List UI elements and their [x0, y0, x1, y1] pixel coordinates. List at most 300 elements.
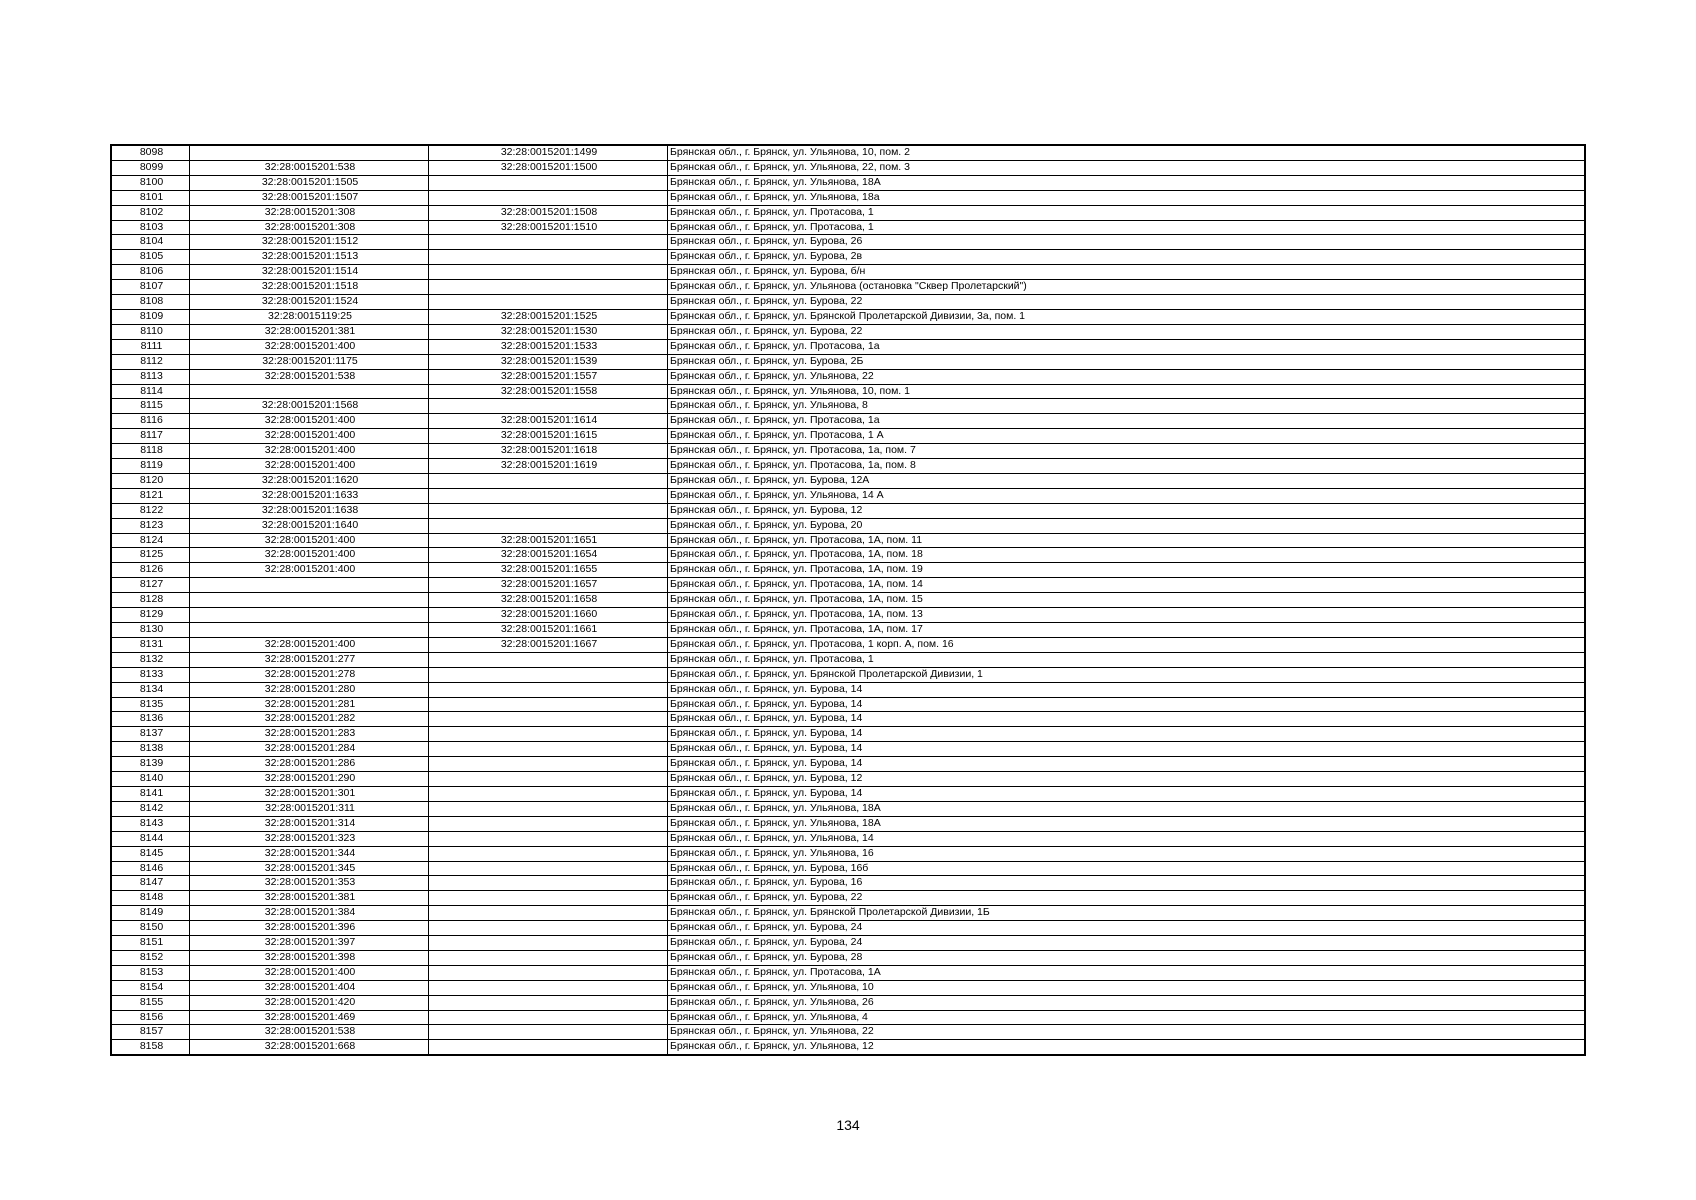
row-number-cell: 8158 — [111, 1040, 190, 1055]
parent-cadastral-number-cell: 32:28:0015201:381 — [190, 891, 429, 906]
row-number-cell: 8118 — [111, 444, 190, 459]
cadastral-number-cell — [429, 235, 668, 250]
cadastral-number-cell: 32:28:0015201:1500 — [429, 160, 668, 175]
row-number-cell: 8126 — [111, 563, 190, 578]
row-number-cell: 8137 — [111, 727, 190, 742]
parent-cadastral-number-cell: 32:28:0015201:323 — [190, 831, 429, 846]
cadastral-number-cell — [429, 757, 668, 772]
cadastral-number-cell — [429, 801, 668, 816]
address-cell: Брянская обл., г. Брянск, ул. Ульянова, 14 — [668, 831, 1586, 846]
row-number-cell: 8143 — [111, 816, 190, 831]
cadastral-number-cell — [429, 250, 668, 265]
address-cell: Брянская обл., г. Брянск, ул. Протасова, 1А, пом. 17 — [668, 623, 1586, 638]
cadastral-number-cell — [429, 980, 668, 995]
address-cell: Брянская обл., г. Брянск, ул. Бурова, 14 — [668, 697, 1586, 712]
parent-cadastral-number-cell: 32:28:0015201:353 — [190, 876, 429, 891]
row-number-cell: 8101 — [111, 190, 190, 205]
table-row — [111, 578, 1585, 593]
table-row — [111, 175, 1585, 190]
parent-cadastral-number-cell: 32:28:0015201:1507 — [190, 190, 429, 205]
row-number-cell: 8106 — [111, 265, 190, 280]
row-number-cell: 8123 — [111, 518, 190, 533]
address-cell: Брянская обл., г. Брянск, ул. Протасова, 1 — [668, 205, 1586, 220]
parent-cadastral-number-cell: 32:28:0015201:1620 — [190, 473, 429, 488]
table-row — [111, 936, 1585, 951]
row-number-cell: 8125 — [111, 548, 190, 563]
address-cell: Брянская обл., г. Брянск, ул. Бурова, 24 — [668, 936, 1586, 951]
cadastral-number-cell: 32:28:0015201:1525 — [429, 309, 668, 324]
table-row — [111, 876, 1585, 891]
row-number-cell: 8108 — [111, 295, 190, 310]
parent-cadastral-number-cell: 32:28:0015201:381 — [190, 324, 429, 339]
address-cell: Брянская обл., г. Брянск, ул. Бурова, 12 — [668, 503, 1586, 518]
parent-cadastral-number-cell: 32:28:0015201:668 — [190, 1040, 429, 1055]
cadastral-number-cell: 32:28:0015201:1557 — [429, 369, 668, 384]
row-number-cell: 8151 — [111, 936, 190, 951]
table-row — [111, 265, 1585, 280]
parent-cadastral-number-cell: 32:28:0015201:538 — [190, 369, 429, 384]
table-row — [111, 459, 1585, 474]
table-row — [111, 324, 1585, 339]
cadastral-number-cell: 32:28:0015201:1615 — [429, 429, 668, 444]
parent-cadastral-number-cell: 32:28:0015201:400 — [190, 965, 429, 980]
row-number-cell: 8112 — [111, 354, 190, 369]
parent-cadastral-number-cell — [190, 608, 429, 623]
row-number-cell: 8111 — [111, 339, 190, 354]
address-cell: Брянская обл., г. Брянск, ул. Ульянова, 26 — [668, 995, 1586, 1010]
parent-cadastral-number-cell: 32:28:0015201:538 — [190, 160, 429, 175]
cadastral-number-cell — [429, 816, 668, 831]
address-cell: Брянская обл., г. Брянск, ул. Протасова, 1 — [668, 652, 1586, 667]
table-row — [111, 160, 1585, 175]
address-cell: Брянская обл., г. Брянск, ул. Протасова, 1А, пом. 19 — [668, 563, 1586, 578]
table-row — [111, 399, 1585, 414]
table-row — [111, 1025, 1585, 1040]
parent-cadastral-number-cell: 32:28:0015201:1568 — [190, 399, 429, 414]
parent-cadastral-number-cell: 32:28:0015201:397 — [190, 936, 429, 951]
parent-cadastral-number-cell: 32:28:0015201:1638 — [190, 503, 429, 518]
cadastral-number-cell — [429, 295, 668, 310]
parent-cadastral-number-cell: 32:28:0015201:1518 — [190, 280, 429, 295]
table-row — [111, 533, 1585, 548]
address-cell: Брянская обл., г. Брянск, ул. Протасова, 1А, пом. 13 — [668, 608, 1586, 623]
table-row — [111, 369, 1585, 384]
parent-cadastral-number-cell: 32:28:0015201:1512 — [190, 235, 429, 250]
cadastral-number-cell — [429, 652, 668, 667]
cadastral-number-cell — [429, 906, 668, 921]
row-number-cell: 8121 — [111, 488, 190, 503]
registry-table-body — [111, 145, 1585, 1055]
parent-cadastral-number-cell: 32:28:0015201:400 — [190, 414, 429, 429]
table-row — [111, 637, 1585, 652]
cadastral-number-cell — [429, 950, 668, 965]
table-row — [111, 816, 1585, 831]
parent-cadastral-number-cell: 32:28:0015201:400 — [190, 533, 429, 548]
cadastral-number-cell — [429, 831, 668, 846]
address-cell: Брянская обл., г. Брянск, ул. Ульянова, 18а — [668, 190, 1586, 205]
cadastral-number-cell: 32:28:0015201:1651 — [429, 533, 668, 548]
address-cell: Брянская обл., г. Брянск, ул. Протасова, 1А, пом. 15 — [668, 593, 1586, 608]
table-row — [111, 921, 1585, 936]
table-row — [111, 995, 1585, 1010]
table-row — [111, 891, 1585, 906]
row-number-cell: 8155 — [111, 995, 190, 1010]
row-number-cell: 8119 — [111, 459, 190, 474]
parent-cadastral-number-cell: 32:28:0015201:311 — [190, 801, 429, 816]
cadastral-number-cell — [429, 846, 668, 861]
table-row — [111, 652, 1585, 667]
parent-cadastral-number-cell: 32:28:0015201:400 — [190, 429, 429, 444]
row-number-cell: 8157 — [111, 1025, 190, 1040]
address-cell: Брянская обл., г. Брянск, ул. Ульянова, 16 — [668, 846, 1586, 861]
cadastral-number-cell: 32:28:0015201:1658 — [429, 593, 668, 608]
table-row — [111, 697, 1585, 712]
parent-cadastral-number-cell: 32:28:0015201:538 — [190, 1025, 429, 1040]
cadastral-number-cell: 32:28:0015201:1660 — [429, 608, 668, 623]
table-row — [111, 473, 1585, 488]
parent-cadastral-number-cell — [190, 623, 429, 638]
parent-cadastral-number-cell: 32:28:0015201:308 — [190, 205, 429, 220]
row-number-cell: 8147 — [111, 876, 190, 891]
address-cell: Брянская обл., г. Брянск, ул. Ульянова, 18А — [668, 175, 1586, 190]
cadastral-number-cell: 32:28:0015201:1618 — [429, 444, 668, 459]
parent-cadastral-number-cell: 32:28:0015201:282 — [190, 712, 429, 727]
cadastral-number-cell — [429, 697, 668, 712]
row-number-cell: 8122 — [111, 503, 190, 518]
parent-cadastral-number-cell: 32:28:0015201:400 — [190, 444, 429, 459]
table-row — [111, 950, 1585, 965]
row-number-cell: 8098 — [111, 145, 190, 160]
cadastral-number-cell — [429, 518, 668, 533]
table-row — [111, 488, 1585, 503]
table-row — [111, 250, 1585, 265]
cadastral-number-cell — [429, 399, 668, 414]
parent-cadastral-number-cell: 32:28:0015201:281 — [190, 697, 429, 712]
row-number-cell: 8138 — [111, 742, 190, 757]
address-cell: Брянская обл., г. Брянск, ул. Протасова, 1а, пом. 7 — [668, 444, 1586, 459]
table-row — [111, 563, 1585, 578]
address-cell: Брянская обл., г. Брянск, ул. Ульянова, 10 — [668, 980, 1586, 995]
row-number-cell: 8128 — [111, 593, 190, 608]
cadastral-number-cell: 32:28:0015201:1661 — [429, 623, 668, 638]
parent-cadastral-number-cell: 32:28:0015201:400 — [190, 548, 429, 563]
table-row — [111, 503, 1585, 518]
cadastral-number-cell: 32:28:0015201:1614 — [429, 414, 668, 429]
parent-cadastral-number-cell — [190, 593, 429, 608]
row-number-cell: 8102 — [111, 205, 190, 220]
cadastral-number-cell — [429, 667, 668, 682]
parent-cadastral-number-cell: 32:28:0015201:404 — [190, 980, 429, 995]
address-cell: Брянская обл., г. Брянск, ул. Бурова, 14 — [668, 742, 1586, 757]
parent-cadastral-number-cell: 32:28:0015201:345 — [190, 861, 429, 876]
parent-cadastral-number-cell: 32:28:0015201:398 — [190, 950, 429, 965]
parent-cadastral-number-cell: 32:28:0015201:1514 — [190, 265, 429, 280]
address-cell: Брянская обл., г. Брянск, ул. Ульянова, 10, пом. 1 — [668, 384, 1586, 399]
cadastral-number-cell — [429, 742, 668, 757]
cadastral-number-cell — [429, 995, 668, 1010]
parent-cadastral-number-cell: 32:28:0015201:1633 — [190, 488, 429, 503]
address-cell: Брянская обл., г. Брянск, ул. Бурова, 22 — [668, 324, 1586, 339]
row-number-cell: 8156 — [111, 1010, 190, 1025]
row-number-cell: 8152 — [111, 950, 190, 965]
cadastral-number-cell: 32:28:0015201:1619 — [429, 459, 668, 474]
row-number-cell: 8141 — [111, 786, 190, 801]
row-number-cell: 8154 — [111, 980, 190, 995]
cadastral-number-cell — [429, 488, 668, 503]
cadastral-number-cell: 32:28:0015201:1655 — [429, 563, 668, 578]
registry-table-container — [110, 144, 1586, 1056]
parent-cadastral-number-cell — [190, 384, 429, 399]
address-cell: Брянская обл., г. Брянск, ул. Протасова, 1А, пом. 11 — [668, 533, 1586, 548]
address-cell: Брянская обл., г. Брянск, ул. Бурова, 2Б — [668, 354, 1586, 369]
address-cell: Брянская обл., г. Брянск, ул. Брянской Пролетарской Дивизии, 1 — [668, 667, 1586, 682]
address-cell: Брянская обл., г. Брянск, ул. Брянской Пролетарской Дивизии, 1Б — [668, 906, 1586, 921]
address-cell: Брянская обл., г. Брянск, ул. Ульянова, 22 — [668, 1025, 1586, 1040]
address-cell: Брянская обл., г. Брянск, ул. Бурова, 22 — [668, 295, 1586, 310]
table-row — [111, 593, 1585, 608]
table-row — [111, 354, 1585, 369]
row-number-cell: 8135 — [111, 697, 190, 712]
row-number-cell: 8133 — [111, 667, 190, 682]
address-cell: Брянская обл., г. Брянск, ул. Бурова, 16 — [668, 876, 1586, 891]
cadastral-number-cell — [429, 682, 668, 697]
row-number-cell: 8117 — [111, 429, 190, 444]
address-cell: Брянская обл., г. Брянск, ул. Протасова, 1 — [668, 220, 1586, 235]
address-cell: Брянская обл., г. Брянск, ул. Бурова, 14 — [668, 727, 1586, 742]
table-row — [111, 980, 1585, 995]
cadastral-number-cell — [429, 786, 668, 801]
table-row — [111, 861, 1585, 876]
cadastral-number-cell — [429, 921, 668, 936]
row-number-cell: 8124 — [111, 533, 190, 548]
table-row — [111, 339, 1585, 354]
cadastral-number-cell — [429, 936, 668, 951]
parent-cadastral-number-cell: 32:28:0015201:396 — [190, 921, 429, 936]
parent-cadastral-number-cell: 32:28:0015201:400 — [190, 563, 429, 578]
row-number-cell: 8134 — [111, 682, 190, 697]
parent-cadastral-number-cell: 32:28:0015201:400 — [190, 637, 429, 652]
parent-cadastral-number-cell: 32:28:0015201:314 — [190, 816, 429, 831]
table-row — [111, 757, 1585, 772]
cadastral-number-cell: 32:28:0015201:1499 — [429, 145, 668, 160]
table-row — [111, 414, 1585, 429]
address-cell: Брянская обл., г. Брянск, ул. Ульянова, 8 — [668, 399, 1586, 414]
row-number-cell: 8107 — [111, 280, 190, 295]
page-number: 134 — [836, 1117, 860, 1133]
parent-cadastral-number-cell: 32:28:0015201:283 — [190, 727, 429, 742]
table-row — [111, 280, 1585, 295]
address-cell: Брянская обл., г. Брянск, ул. Бурова, 12 — [668, 772, 1586, 787]
cadastral-number-cell: 32:28:0015201:1654 — [429, 548, 668, 563]
address-cell: Брянская обл., г. Брянск, ул. Ульянова, 4 — [668, 1010, 1586, 1025]
row-number-cell: 8115 — [111, 399, 190, 414]
parent-cadastral-number-cell: 32:28:0015201:420 — [190, 995, 429, 1010]
table-row — [111, 772, 1585, 787]
row-number-cell: 8153 — [111, 965, 190, 980]
row-number-cell: 8145 — [111, 846, 190, 861]
address-cell: Брянская обл., г. Брянск, ул. Протасова, 1 корп. А, пом. 16 — [668, 637, 1586, 652]
address-cell: Брянская обл., г. Брянск, ул. Протасова, 1 А — [668, 429, 1586, 444]
cadastral-number-cell — [429, 891, 668, 906]
row-number-cell: 8113 — [111, 369, 190, 384]
cadastral-number-cell — [429, 1025, 668, 1040]
cadastral-number-cell: 32:28:0015201:1667 — [429, 637, 668, 652]
address-cell: Брянская обл., г. Брянск, ул. Ульянова, 22, пом. 3 — [668, 160, 1586, 175]
cadastral-number-cell: 32:28:0015201:1657 — [429, 578, 668, 593]
table-row — [111, 548, 1585, 563]
address-cell: Брянская обл., г. Брянск, ул. Бурова, 14 — [668, 757, 1586, 772]
table-row — [111, 742, 1585, 757]
table-row — [111, 235, 1585, 250]
row-number-cell: 8131 — [111, 637, 190, 652]
address-cell: Брянская обл., г. Брянск, ул. Бурова, 24 — [668, 921, 1586, 936]
parent-cadastral-number-cell: 32:28:0015201:400 — [190, 339, 429, 354]
row-number-cell: 8130 — [111, 623, 190, 638]
parent-cadastral-number-cell: 32:28:0015201:1175 — [190, 354, 429, 369]
row-number-cell: 8104 — [111, 235, 190, 250]
address-cell: Брянская обл., г. Брянск, ул. Бурова, 28 — [668, 950, 1586, 965]
table-row — [111, 429, 1585, 444]
address-cell: Брянская обл., г. Брянск, ул. Ульянова, 18А — [668, 816, 1586, 831]
parent-cadastral-number-cell: 32:28:0015201:308 — [190, 220, 429, 235]
address-cell: Брянская обл., г. Брянск, ул. Бурова, 16б — [668, 861, 1586, 876]
cadastral-number-cell: 32:28:0015201:1508 — [429, 205, 668, 220]
address-cell: Брянская обл., г. Брянск, ул. Бурова, 14 — [668, 682, 1586, 697]
cadastral-number-cell — [429, 876, 668, 891]
row-number-cell: 8146 — [111, 861, 190, 876]
table-row — [111, 801, 1585, 816]
row-number-cell: 8116 — [111, 414, 190, 429]
row-number-cell: 8144 — [111, 831, 190, 846]
address-cell: Брянская обл., г. Брянск, ул. Бурова, 20 — [668, 518, 1586, 533]
cadastral-number-cell — [429, 473, 668, 488]
table-row — [111, 1010, 1585, 1025]
table-row — [111, 831, 1585, 846]
cadastral-number-cell: 32:28:0015201:1539 — [429, 354, 668, 369]
parent-cadastral-number-cell: 32:28:0015201:301 — [190, 786, 429, 801]
row-number-cell: 8114 — [111, 384, 190, 399]
address-cell: Брянская обл., г. Брянск, ул. Протасова, 1А, пом. 18 — [668, 548, 1586, 563]
cadastral-number-cell — [429, 265, 668, 280]
row-number-cell: 8150 — [111, 921, 190, 936]
cadastral-number-cell: 32:28:0015201:1510 — [429, 220, 668, 235]
row-number-cell: 8142 — [111, 801, 190, 816]
address-cell: Брянская обл., г. Брянск, ул. Протасова, 1а — [668, 414, 1586, 429]
row-number-cell: 8109 — [111, 309, 190, 324]
cadastral-number-cell — [429, 772, 668, 787]
table-row — [111, 309, 1585, 324]
table-row — [111, 518, 1585, 533]
row-number-cell: 8132 — [111, 652, 190, 667]
parent-cadastral-number-cell: 32:28:0015201:286 — [190, 757, 429, 772]
row-number-cell: 8127 — [111, 578, 190, 593]
address-cell: Брянская обл., г. Брянск, ул. Бурова, 12А — [668, 473, 1586, 488]
cadastral-number-cell — [429, 280, 668, 295]
parent-cadastral-number-cell: 32:28:0015201:384 — [190, 906, 429, 921]
address-cell: Брянская обл., г. Брянск, ул. Протасова, 1а — [668, 339, 1586, 354]
cadastral-number-cell — [429, 712, 668, 727]
address-cell: Брянская обл., г. Брянск, ул. Протасова, 1А, пом. 14 — [668, 578, 1586, 593]
parent-cadastral-number-cell: 32:28:0015201:280 — [190, 682, 429, 697]
table-row — [111, 1040, 1585, 1055]
cadastral-number-cell — [429, 965, 668, 980]
table-row — [111, 190, 1585, 205]
table-row — [111, 623, 1585, 638]
table-row — [111, 786, 1585, 801]
row-number-cell: 8105 — [111, 250, 190, 265]
cadastral-number-cell: 32:28:0015201:1530 — [429, 324, 668, 339]
registry-table — [110, 144, 1586, 1056]
cadastral-number-cell — [429, 727, 668, 742]
table-row — [111, 295, 1585, 310]
row-number-cell: 8148 — [111, 891, 190, 906]
parent-cadastral-number-cell: 32:28:0015201:469 — [190, 1010, 429, 1025]
table-row — [111, 145, 1585, 160]
table-row — [111, 965, 1585, 980]
row-number-cell: 8139 — [111, 757, 190, 772]
table-row — [111, 727, 1585, 742]
table-row — [111, 712, 1585, 727]
address-cell: Брянская обл., г. Брянск, ул. Брянской Пролетарской Дивизии, 3а, пом. 1 — [668, 309, 1586, 324]
table-row — [111, 667, 1585, 682]
row-number-cell: 8110 — [111, 324, 190, 339]
parent-cadastral-number-cell: 32:28:0015201:400 — [190, 459, 429, 474]
parent-cadastral-number-cell: 32:28:0015201:344 — [190, 846, 429, 861]
cadastral-number-cell — [429, 861, 668, 876]
table-row — [111, 220, 1585, 235]
cadastral-number-cell — [429, 175, 668, 190]
table-row — [111, 846, 1585, 861]
row-number-cell: 8103 — [111, 220, 190, 235]
address-cell: Брянская обл., г. Брянск, ул. Бурова, 22 — [668, 891, 1586, 906]
row-number-cell: 8129 — [111, 608, 190, 623]
table-row — [111, 608, 1585, 623]
row-number-cell: 8149 — [111, 906, 190, 921]
address-cell: Брянская обл., г. Брянск, ул. Бурова, 26 — [668, 235, 1586, 250]
address-cell: Брянская обл., г. Брянск, ул. Протасова, 1А — [668, 965, 1586, 980]
table-row — [111, 906, 1585, 921]
parent-cadastral-number-cell — [190, 578, 429, 593]
address-cell: Брянская обл., г. Брянск, ул. Ульянова, 12 — [668, 1040, 1586, 1055]
address-cell: Брянская обл., г. Брянск, ул. Ульянова, 22 — [668, 369, 1586, 384]
address-cell: Брянская обл., г. Брянск, ул. Протасова, 1а, пом. 8 — [668, 459, 1586, 474]
row-number-cell: 8100 — [111, 175, 190, 190]
parent-cadastral-number-cell: 32:28:0015201:1505 — [190, 175, 429, 190]
row-number-cell: 8120 — [111, 473, 190, 488]
cadastral-number-cell — [429, 190, 668, 205]
row-number-cell: 8136 — [111, 712, 190, 727]
parent-cadastral-number-cell: 32:28:0015201:278 — [190, 667, 429, 682]
parent-cadastral-number-cell: 32:28:0015201:1640 — [190, 518, 429, 533]
cadastral-number-cell — [429, 1040, 668, 1055]
table-row — [111, 682, 1585, 697]
parent-cadastral-number-cell: 32:28:0015201:277 — [190, 652, 429, 667]
address-cell: Брянская обл., г. Брянск, ул. Бурова, 14 — [668, 712, 1586, 727]
address-cell: Брянская обл., г. Брянск, ул. Бурова, 14 — [668, 786, 1586, 801]
address-cell: Брянская обл., г. Брянск, ул. Бурова, б/н — [668, 265, 1586, 280]
cadastral-number-cell: 32:28:0015201:1533 — [429, 339, 668, 354]
address-cell: Брянская обл., г. Брянск, ул. Ульянова, 18А — [668, 801, 1586, 816]
address-cell: Брянская обл., г. Брянск, ул. Ульянова (остановка "Сквер Пролетарский") — [668, 280, 1586, 295]
row-number-cell: 8099 — [111, 160, 190, 175]
parent-cadastral-number-cell — [190, 145, 429, 160]
address-cell: Брянская обл., г. Брянск, ул. Ульянова, 10, пом. 2 — [668, 145, 1586, 160]
parent-cadastral-number-cell: 32:28:0015201:284 — [190, 742, 429, 757]
table-row — [111, 384, 1585, 399]
parent-cadastral-number-cell: 32:28:0015201:290 — [190, 772, 429, 787]
cadastral-number-cell — [429, 1010, 668, 1025]
parent-cadastral-number-cell: 32:28:0015201:1524 — [190, 295, 429, 310]
